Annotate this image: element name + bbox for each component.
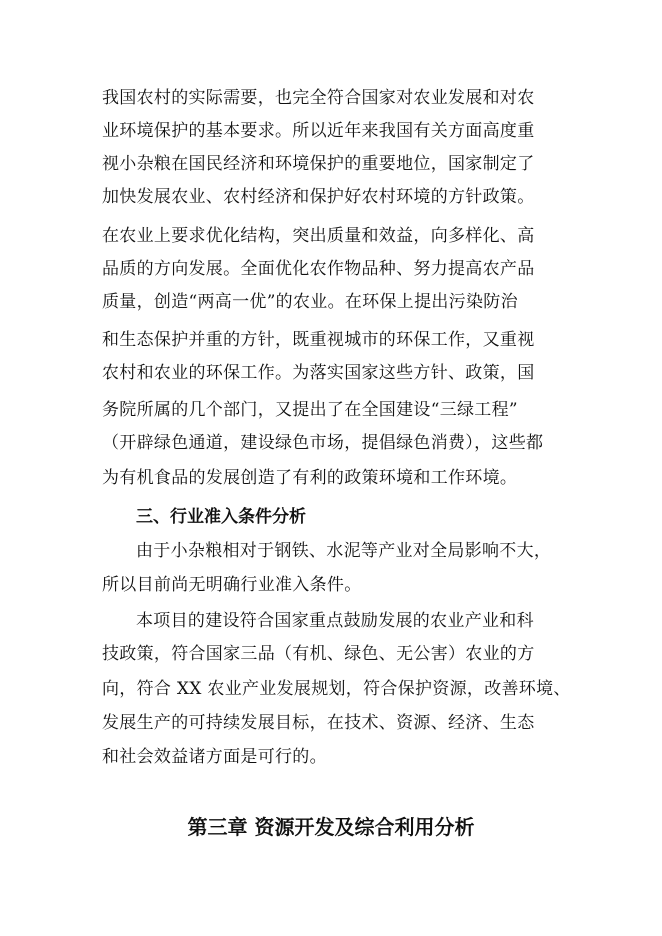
paragraph-line: 我国农村的实际需要，也完全符合国家对农业发展和对农 — [102, 88, 535, 108]
paragraph-line: 由于小杂粮相对于钢铁、水泥等产业对全局影响不大， — [136, 541, 552, 561]
paragraph-line: 发展生产的可持续发展目标，在技术、资源、经济、生态 — [102, 713, 535, 733]
paragraph-line: 品质的方向发展。全面优化农作物品种、努力提高农产品 — [102, 259, 535, 279]
paragraph-line: 技政策，符合国家三品（有机、绿色、无公害）农业的方 — [102, 644, 535, 664]
paragraph-line: 农村和农业的环保工作。为落实国家这些方针、政策，国 — [102, 363, 535, 383]
paragraph-line: 所以目前尚无明确行业准入条件。 — [102, 575, 362, 595]
chapter-title: 第三章 资源开发及综合利用分析 — [187, 815, 475, 839]
paragraph-line: 和生态保护并重的方针，既重视城市的环保工作，又重视 — [102, 330, 535, 350]
paragraph-line: 为有机食品的发展创造了有利的政策环境和工作环境。 — [102, 468, 518, 488]
paragraph-line: 本项目的建设符合国家重点鼓励发展的农业产业和科 — [136, 611, 534, 631]
paragraph-line: 和社会效益诸方面是可行的。 — [102, 747, 327, 767]
paragraph-line: 加快发展农业、农村经济和保护好农村环境的方针政策。 — [102, 187, 535, 207]
paragraph-line: 质量，创造“两高一优”的农业。在环保上提出污染防治 — [102, 292, 518, 312]
paragraph-line: （开辟绿色通道，建设绿色市场，提倡绿色消费），这些都 — [102, 433, 544, 453]
paragraph-line: 视小杂粮在国民经济和环境保护的重要地位，国家制定了 — [102, 154, 535, 174]
paragraph-line: 务院所属的几个部门，又提出了在全国建设“三绿工程” — [102, 400, 518, 420]
paragraph-line: 业环境保护的基本要求。所以近年来我国有关方面高度重 — [102, 121, 535, 141]
paragraph-line: 向，符合 XX 农业产业发展规划，符合保护资源，改善环境、 — [102, 679, 571, 699]
section-heading: 三、行业准入条件分析 — [136, 507, 306, 527]
paragraph-line: 在农业上要求优化结构，突出质量和效益，向多样化、高 — [102, 226, 535, 246]
